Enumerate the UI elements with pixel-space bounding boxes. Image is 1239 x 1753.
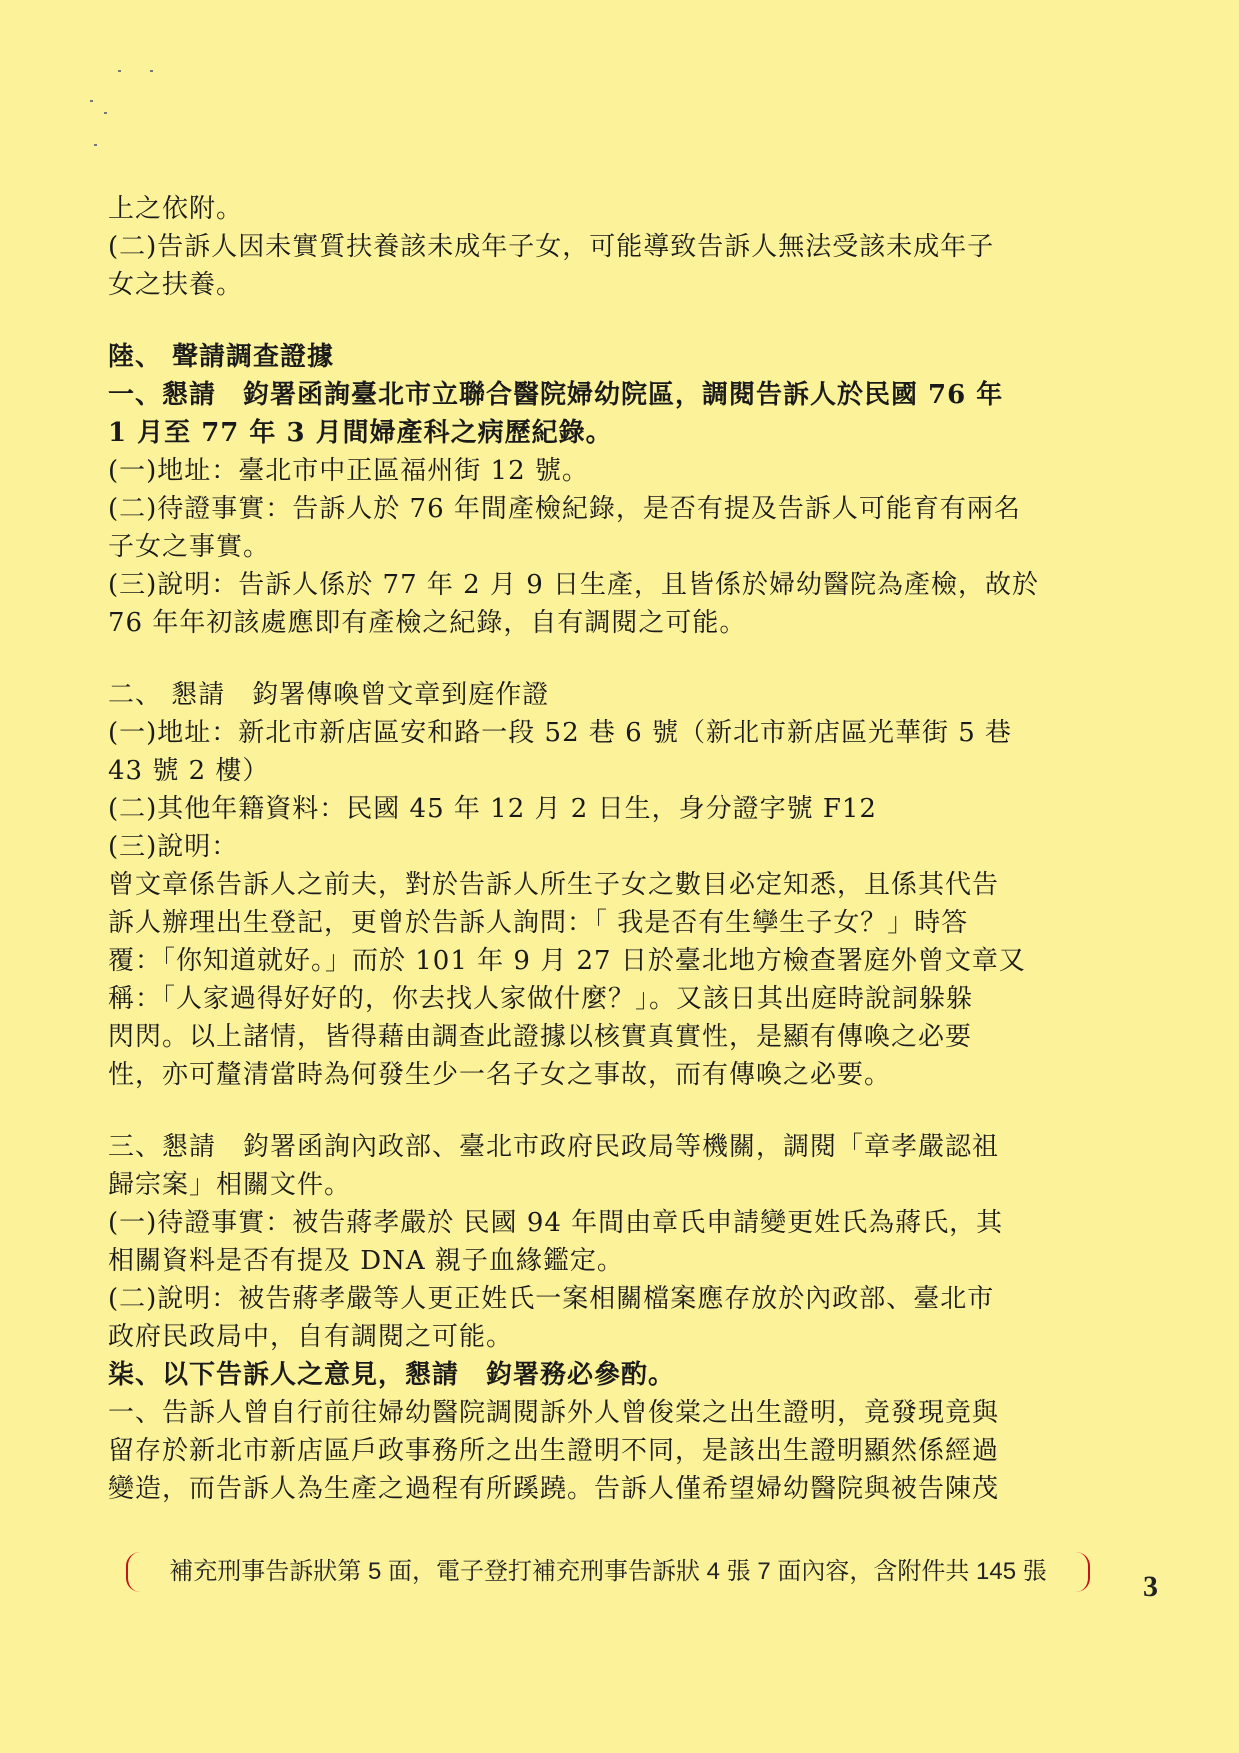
text-line: 性，亦可釐清當時為何發生少一名子女之事故，而有傳喚之必要。	[108, 1060, 892, 1090]
text-line: 76 年年初該處應即有產檢之紀錄，自有調閱之可能。	[108, 608, 747, 638]
text-line: (三)說明：	[108, 832, 239, 862]
scan-specks	[70, 60, 170, 160]
document-body	[108, 190, 1108, 1508]
section-heading: 柒、以下告訴人之意見，懇請 鈞署務必參酌。	[108, 1360, 676, 1390]
text-line: 子女之事實。	[108, 532, 271, 562]
paragraph-gap	[108, 642, 1108, 676]
text-line: 覆：「你知道就好。」而於 101 年 9 月 27 日於臺北地方檢查署庭外曾文章又	[108, 946, 1026, 976]
paragraph-gap	[108, 1094, 1108, 1128]
text-line: 二、 懇請 鈞署傳喚曾文章到庭作證	[108, 680, 550, 710]
text-line: 相關資料是否有提及 DNA 親子血緣鑑定。	[108, 1246, 624, 1276]
text-line: (一)待證事實：被告蔣孝嚴於 民國 94 年間由章氏申請變更姓氏為蔣氏，其	[108, 1208, 1004, 1238]
text-line: 政府民政局中，自有調閱之可能。	[108, 1322, 514, 1352]
text-line: 上之依附。	[108, 194, 244, 224]
text-line: 一、告訴人曾自行前往婦幼醫院調閱訴外人曾俊棠之出生證明，竟發現竟與	[108, 1398, 1000, 1428]
text-line: 變造，而告訴人為生產之過程有所蹊蹺。告訴人僅希望婦幼醫院與被告陳茂	[108, 1474, 1000, 1504]
text-line: (二)其他年籍資料：民國 45 年 12 月 2 日生，身分證字號 F12	[108, 794, 877, 824]
text-line: (三)說明：告訴人係於 77 年 2 月 9 日生產，且皆係於婦幼醫院為產檢，故於	[108, 570, 1040, 600]
text-line: (一)地址：臺北市中正區福州街 12 號。	[108, 456, 589, 486]
footer-note: 補充刑事告訴狀第 5 面，電子登打補充刑事告訴狀 4 張 7 面內容，含附件共 145 張	[126, 1552, 1090, 1592]
paragraph-gap	[108, 304, 1108, 338]
text-line: (二)說明：被告蔣孝嚴等人更正姓氏一案相關檔案應存放於內政部、臺北市	[108, 1284, 995, 1314]
text-line: 歸宗案」相關文件。	[108, 1170, 352, 1200]
text-line: (一)地址：新北市新店區安和路一段 52 巷 6 號（新北市新店區光華街 5 巷	[108, 718, 1013, 748]
text-line: 女之扶養。	[108, 270, 244, 300]
text-line: 稱：「人家過得好好的，你去找人家做什麼？」。又該日其出庭時說詞躲躲	[108, 984, 974, 1014]
text-line: (二)告訴人因未實質扶養該未成年子女，可能導致告訴人無法受該未成年子	[108, 232, 995, 262]
text-line: 訴人辦理出生登記，更曾於告訴人詢問：「 我是否有生孿生子女？」時答	[108, 908, 969, 938]
section-heading: 一、懇請 鈞署函詢臺北市立聯合醫院婦幼院區，調閱告訴人於民國 76 年	[108, 380, 1004, 410]
text-line: 三、懇請 鈞署函詢內政部、臺北市政府民政局等機關，調閱「章孝嚴認祖	[108, 1132, 1000, 1162]
section-heading: 陸、 聲請調查證據	[108, 342, 335, 372]
section-heading: 1 月至 77 年 3 月間婦產科之病歷紀錄。	[108, 418, 613, 448]
text-line: 43 號 2 樓）	[108, 756, 270, 786]
text-line: 閃閃。以上諸情，皆得藉由調查此證據以核實真實性，是顯有傳喚之必要	[108, 1022, 973, 1052]
text-line: 曾文章係告訴人之前夫，對於告訴人所生子女之數目必定知悉，且係其代告	[108, 870, 1000, 900]
text-line: (二)待證事實：告訴人於 76 年間產檢紀錄，是否有提及告訴人可能育有兩名	[108, 494, 1021, 524]
page-number: 3	[1143, 1570, 1158, 1603]
text-line: 留存於新北市新店區戶政事務所之出生證明不同，是該出生證明顯然係經過	[108, 1436, 1000, 1466]
